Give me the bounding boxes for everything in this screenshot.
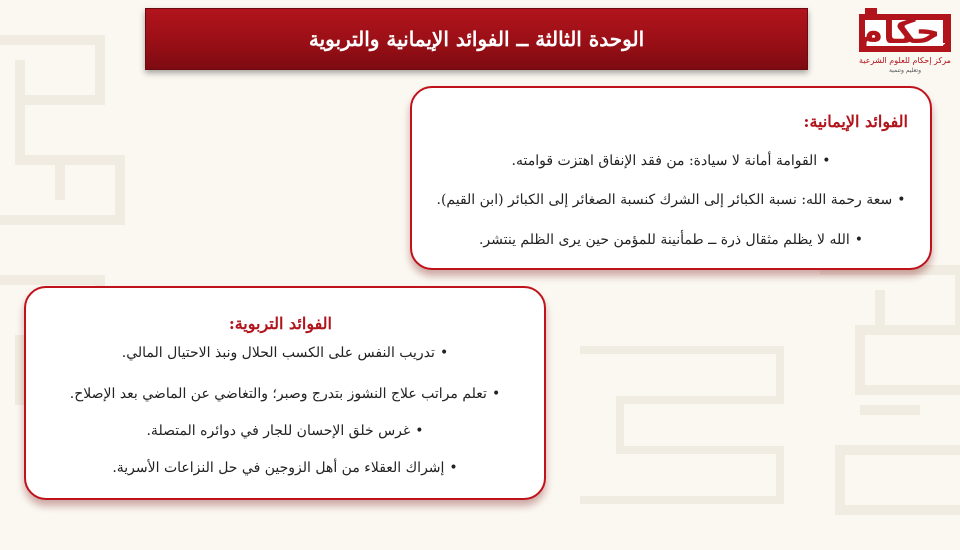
list-item [420, 153, 922, 169]
list-item [34, 386, 536, 402]
page-title: الوحدة الثالثة ــ الفوائد الإيمانية والتربوية [308, 27, 645, 51]
list-item [34, 345, 536, 361]
list-item-text: إشراك العقلاء من أهل الزوجين في حل النزاعات الأسرية. [112, 460, 445, 476]
bullet-icon: • [449, 460, 458, 476]
list-item-text: غرس خلق الإحسان للجار في دوائره المتصلة. [146, 423, 411, 439]
bullet-icon: • [854, 232, 864, 248]
logo-subtitle: مركز إحكام للعلوم الشرعية [859, 56, 951, 65]
educational-benefits-heading: الفوائد التربوية: [228, 314, 332, 333]
list-item-text: سعة رحمة الله: نسبة الكبائر إلى الشرك كنسبة الصغائر إلى الكبائر (ابن القيم). [436, 192, 893, 208]
logo [855, 6, 955, 76]
list-item-text: الله لا يظلم مثقال ذرة ــ طمأنينة للمؤمن حين يرى الظلم ينتشر. [478, 232, 850, 248]
bullet-icon: • [439, 345, 449, 361]
list-item-text: تدريب النفس على الكسب الحلال ونبذ الاحتيال المالي. [121, 345, 435, 361]
faith-benefits-heading: الفوائد الإيمانية: [803, 112, 908, 131]
faith-benefits-card [410, 86, 932, 270]
bullet-icon: • [491, 386, 501, 402]
logo-tagline: وتعليم وتنمية [888, 67, 922, 74]
list-item [34, 423, 536, 439]
list-item [34, 460, 536, 476]
list-item [420, 192, 922, 208]
background-ornament-center [560, 330, 800, 530]
logo-word: إحكام [858, 12, 952, 52]
list-item-text: القوامة أمانة لا سيادة: من فقد الإنفاق اهتزت قوامته. [511, 153, 818, 169]
list-item [420, 232, 922, 248]
background-ornament-right [800, 250, 960, 550]
educational-benefits-card [24, 286, 546, 500]
bullet-icon: • [415, 423, 424, 439]
title-banner [145, 8, 808, 70]
bullet-icon: • [897, 192, 906, 208]
list-item-text: تعلم مراتب علاج النشوز بتدرج وصبر؛ والتغاضي عن الماضي بعد الإصلاح. [69, 386, 487, 402]
bullet-icon: • [822, 153, 831, 169]
